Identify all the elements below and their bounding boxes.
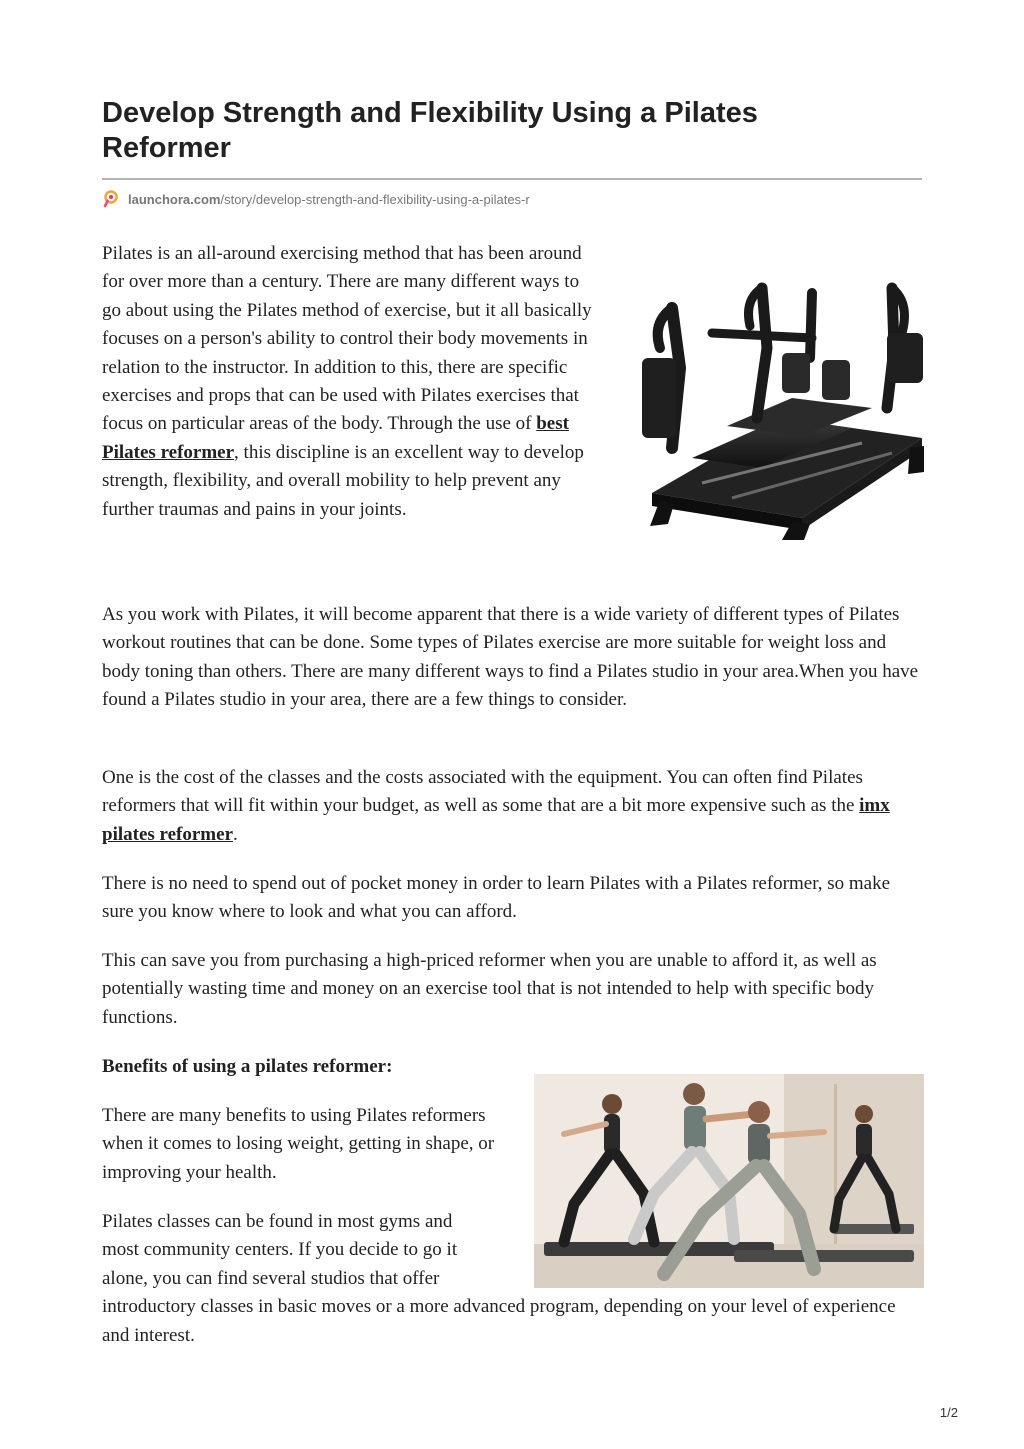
page-number: 1/2 — [939, 1405, 958, 1420]
paragraph-benefits: There are many benefits to using Pilates reformers when it comes to losing weight, getting in shape, or improving your health. — [102, 1105, 495, 1183]
paragraph-budget: There is no need to spend out of pocket money in order to learn Pilates with a Pilates reformer, so make sure you know where to look and what you can afford. — [102, 873, 891, 923]
intro-paragraph — [102, 240, 594, 524]
paragraph-savings: This can save you from purchasing a high-priced reformer when you are unable to afford it, as well as potentially wasting time and money on an exercise tool that is not intended to help with specific body functions. — [102, 950, 877, 1028]
title-divider — [102, 178, 922, 180]
benefits-heading: Benefits of using a pilates reformer: — [102, 1056, 393, 1077]
classes-text: Pilates classes can be found in most gyms and most community centers. If you decide to go it alone, you can find several studios that offer introductory classes in basic moves or a more advanced program, depending on your level of experience and interest. — [102, 1211, 896, 1346]
launchora-logo-icon — [102, 190, 120, 208]
intro-text-end: , this discipline is an excellent way to develop strength, flexibility, and overall mobility to help prevent any further traumas and pains in your joints. — [102, 441, 584, 520]
source-line — [102, 189, 922, 209]
imx-pilates-reformer-link[interactable]: imx pilates reformer — [102, 795, 890, 845]
paragraph-cost — [102, 764, 922, 849]
source-domain-link[interactable]: launchora.com — [128, 191, 221, 207]
best-pilates-reformer-link[interactable]: best Pilates reformer — [102, 413, 569, 463]
source-path-link[interactable]: /story/develop-strength-and-flexibility-using-a-pilates-r — [220, 191, 530, 207]
paragraph-classes — [102, 1208, 922, 1350]
intro-text: Pilates is an all-around exercising method that has been around for over more than a century. There are many different ways to go about using the Pilates method of exercise, but it all basically focuses on a person's ability to control their body movements in relation to the instructor. In addition to this, there are specific exercises and props that can be used with Pilates exercises that focus on particular areas of the body. Through the use of — [102, 243, 592, 435]
page-title: Develop Strength and Flexibility Using a Pilates Reformer — [102, 97, 758, 164]
cost-text-end: . — [233, 823, 238, 845]
paragraph-routines: As you work with Pilates, it will become apparent that there is a wide variety of different types of Pilates workout routines that can be done. Some types of Pilates exercise are more suitable for weight loss and body toning than others. There are many different ways to find a Pilates studio in your area.When you have found a Pilates studio in your area, there are a few things to consider. — [102, 604, 919, 711]
pilates-reformer-machine-image — [632, 278, 926, 540]
cost-text: One is the cost of the classes and the costs associated with the equipment. You can often find Pilates reformers that will fit within your budget, as well as some that are a bit more expensive such as the — [102, 767, 863, 817]
